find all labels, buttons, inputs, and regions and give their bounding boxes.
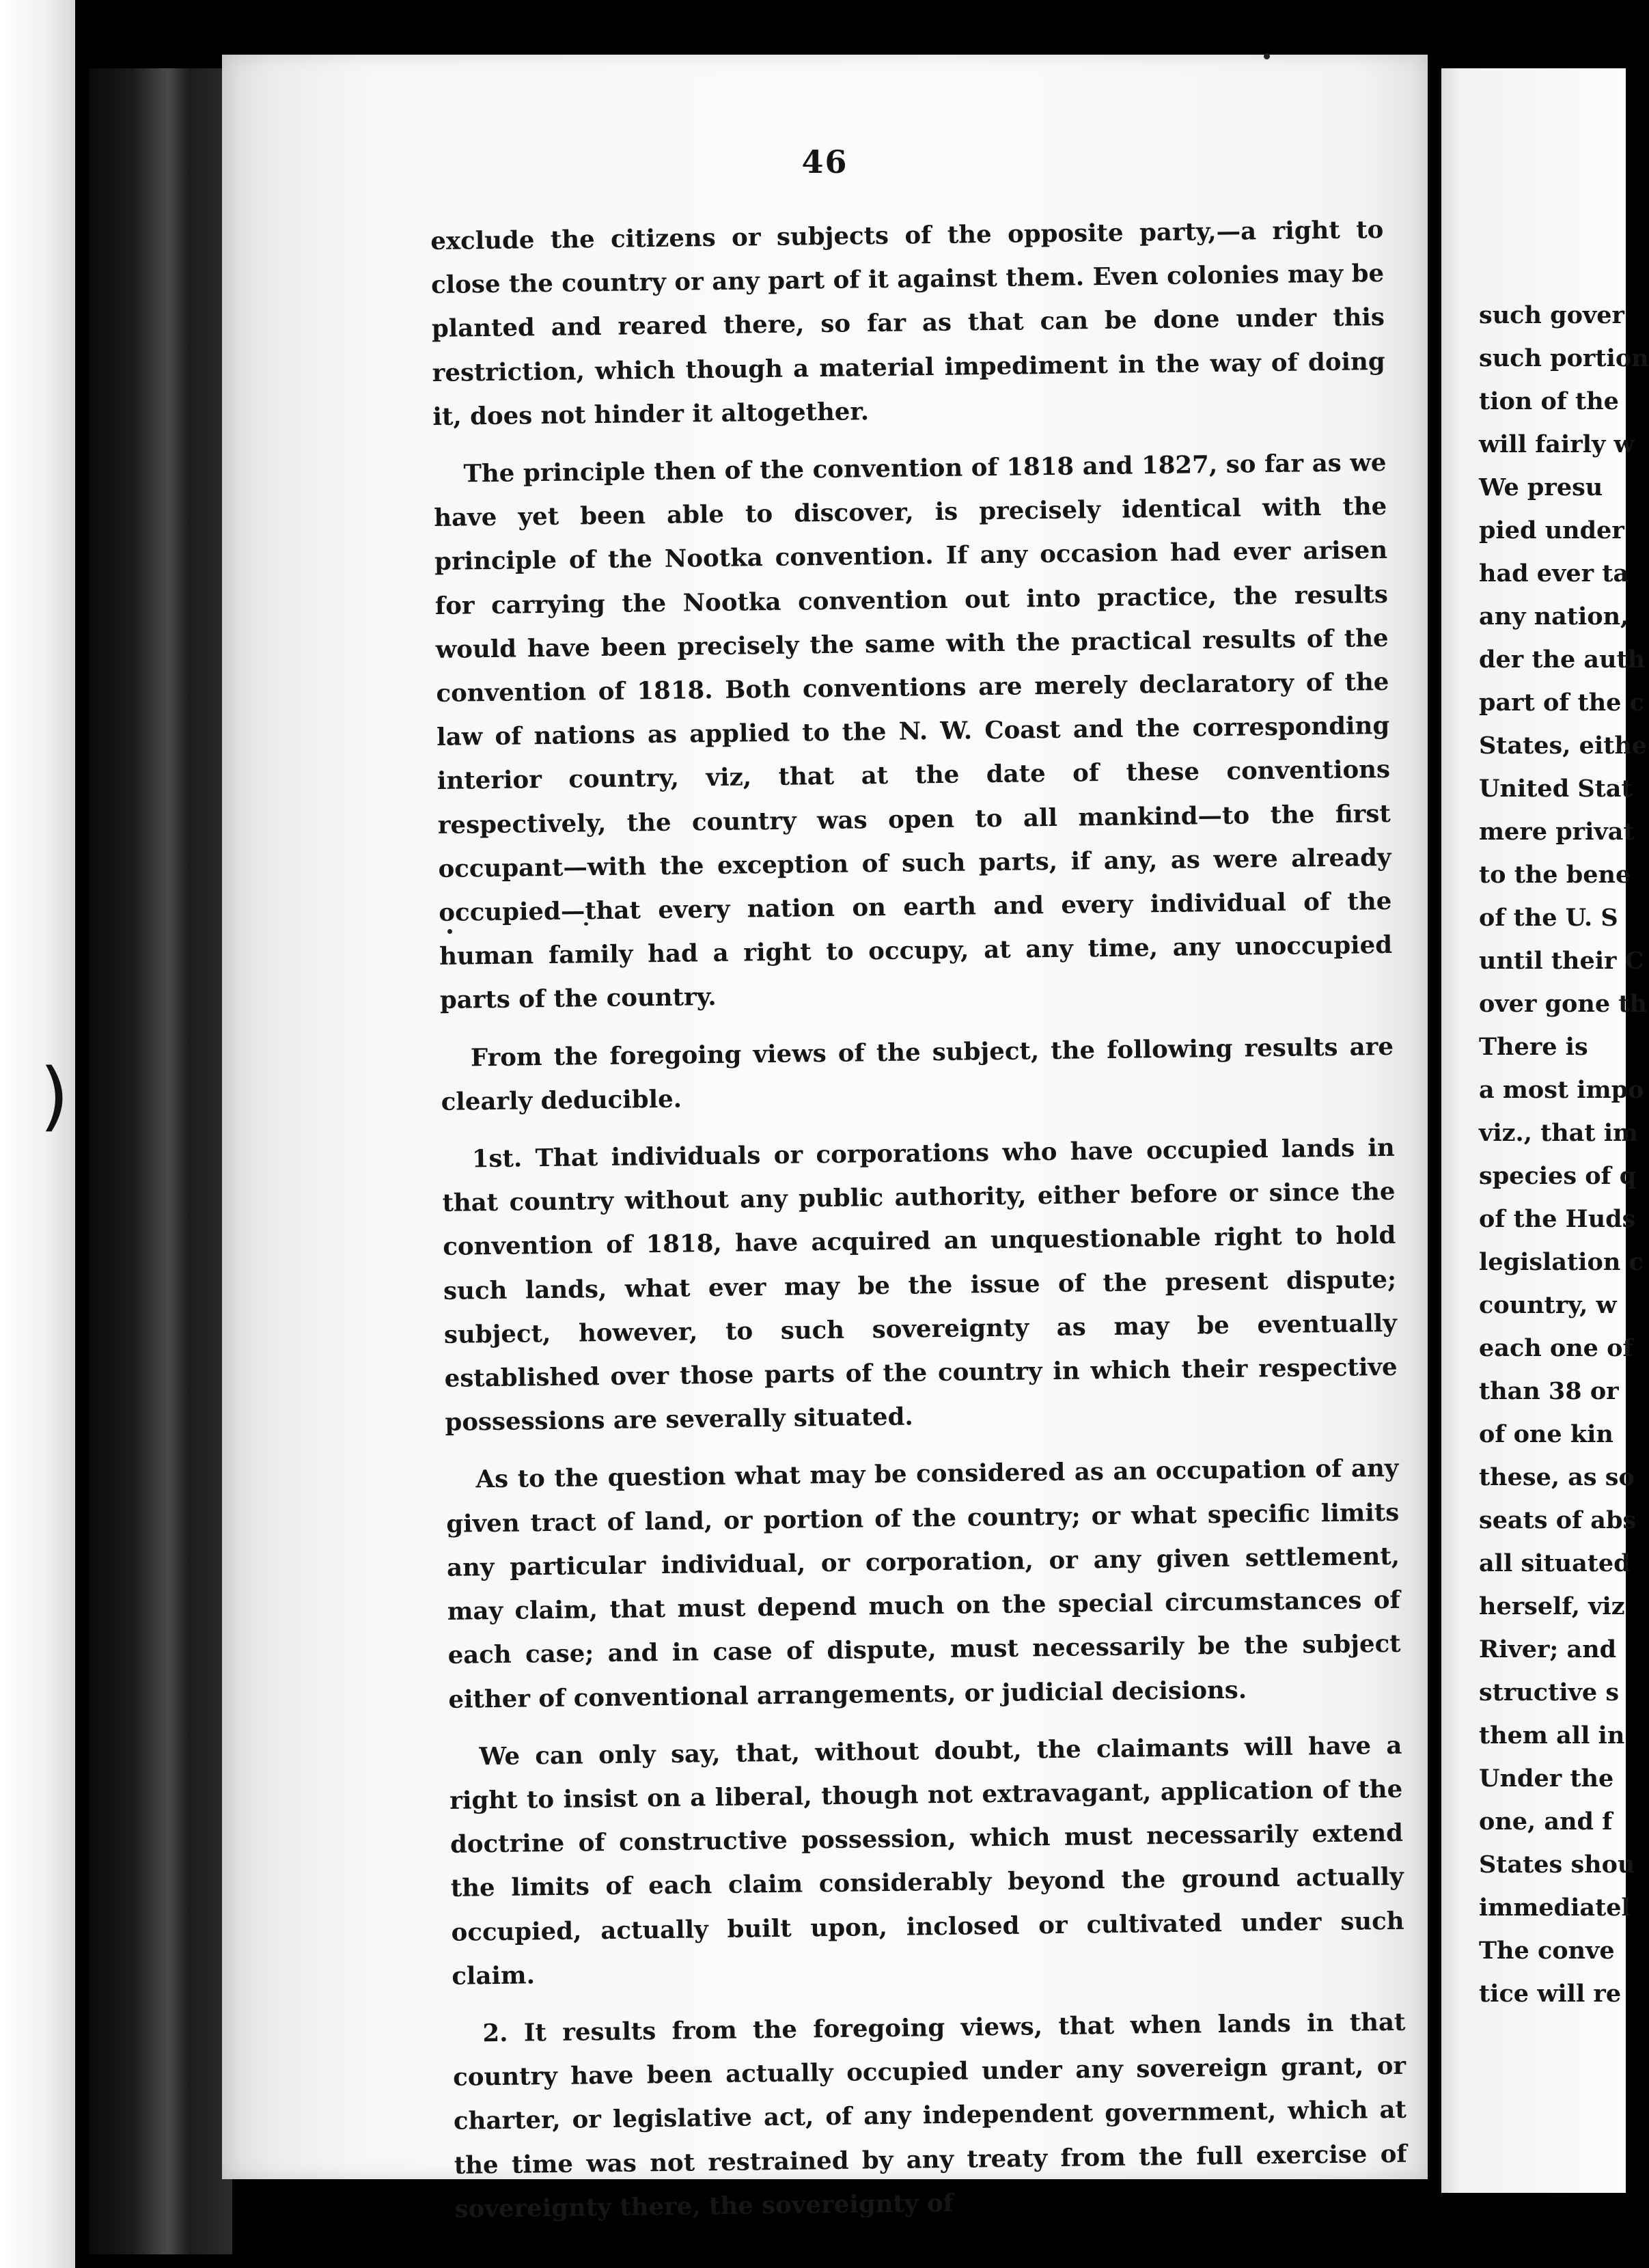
- facing-page-line: species of q: [1479, 1162, 1637, 1190]
- facing-page-line: tice will re: [1479, 1980, 1622, 2008]
- facing-page-line: mere privat: [1479, 818, 1635, 846]
- facing-page-line: country, w: [1479, 1291, 1617, 1319]
- paragraph: exclude the citizens or subjects of the opposite party,—a right to close the country or any part of it against them. Even colonies may be planted and reared there, so far as that can be done under this restriction, which though a material impediment in the way of doing it, does not hinder it altogether.: [430, 215, 1385, 431]
- facing-page-line: to the bene: [1479, 861, 1631, 889]
- facing-page-line: than 38 or: [1479, 1377, 1619, 1405]
- facing-page-line: all situated: [1479, 1549, 1631, 1577]
- facing-page-line: of one kin: [1479, 1420, 1613, 1448]
- page-number: 46: [801, 143, 848, 180]
- facing-page-line: der the auth: [1479, 646, 1646, 674]
- facing-page-line: such portion: [1479, 344, 1649, 372]
- previous-page-edge: [0, 0, 75, 2268]
- facing-page-line: viz., that im: [1479, 1119, 1639, 1147]
- facing-page-line: them all in: [1479, 1721, 1625, 1750]
- speck: [1264, 53, 1270, 59]
- paragraph: The principle then of the convention of 1818 and 1827, so far as we have yet been able to discover, is precisely identical with the principle of the Nootka convention. If any occasion had ever arisen for carrying the Nootka convention out into practice, the results would have been precisely the same with the practical results of the convention of 1818. Both conventions are merely declaratory of the law of nations as applied to the N. W. Coast and the corresponding interior country, viz, that at the date of these conventions respectively, the country was open to all mankind—to the first occupant—with the exception of such parts, if any, as were already occupied—that every nation on earth and every individual of the human family had a right to occupy, at any time, any unoccupied parts of the country.: [434, 448, 1393, 1015]
- facing-page-line: had ever ta: [1479, 559, 1629, 587]
- facing-page-line: any nation,: [1479, 603, 1629, 631]
- facing-page-line: herself, viz: [1479, 1592, 1625, 1620]
- facing-page-line: these, as so: [1479, 1463, 1635, 1491]
- paragraph: As to the question what may be considered as an occupation of any given tract of land, or portion of the country; or what specific limits any particular individual, or corporation, or any given settlement, may claim, that must depend much on the special circumstances of each case; and in case of dispute, must necessarily be the subject either of conventional arrangements, or judicial decisions.: [446, 1454, 1401, 1714]
- paragraph: 2. It results from the foregoing views, that when lands in that country have been actually occupied under any sovereign grant, or charter, or legislative act, of any independent government, which at the time was not restrained by any treaty from the full exercise of sovereignty there, the sovereignty of: [452, 2008, 1407, 2224]
- facing-page-line: of the Huds: [1479, 1205, 1636, 1233]
- page-body-text: [430, 208, 1408, 2245]
- facing-page-line: There is: [1479, 1033, 1588, 1061]
- facing-page-line: River; and: [1479, 1635, 1617, 1663]
- facing-page-line: States, eithe: [1479, 732, 1648, 760]
- facing-page-line: will fairly w: [1479, 430, 1635, 458]
- facing-page-line: seats of abs: [1479, 1506, 1637, 1534]
- facing-page-line: over gone th: [1479, 990, 1647, 1018]
- facing-page-line: of the U. S: [1479, 904, 1618, 932]
- facing-page-line: one, and f: [1479, 1808, 1613, 1836]
- facing-page-line: United Stat: [1479, 775, 1633, 803]
- facing-page-line: immediatel: [1479, 1894, 1631, 1922]
- facing-page-line: structive s: [1479, 1678, 1620, 1706]
- facing-page: [1441, 68, 1649, 2193]
- facing-page-line: Under the: [1479, 1765, 1614, 1793]
- facing-page-line: pied under: [1479, 516, 1624, 544]
- facing-page-line: legislation c: [1479, 1248, 1644, 1276]
- book-binding: [89, 68, 232, 2254]
- facing-page-line: The conve: [1479, 1937, 1615, 1965]
- paragraph: 1st. That individuals or corporations who have occupied lands in that country without any public authority, either before or since the convention of 1818, have acquired an unquestionable right to hold such lands, what ever may be the issue of the present dispute; subject, however, to such sovereignty as may be eventually established over those parts of the country in which their respective possessions are severally situated.: [442, 1133, 1398, 1437]
- paragraph: From the foregoing views of the subject, the following results are clearly deducible.: [441, 1032, 1394, 1116]
- edge-mark: ): [40, 1052, 69, 1139]
- facing-page-line: part of the c: [1479, 689, 1644, 717]
- facing-page-line: tion of the: [1479, 387, 1619, 415]
- facing-page-line: until their C: [1479, 947, 1644, 975]
- facing-page-line: each one of: [1479, 1334, 1633, 1362]
- paragraph: We can only say, that, without doubt, the claimants will have a right to insist on a liberal, though not extravagant, application of the doctrine of constructive possession, which must necessarily extend the limits of each claim considerably beyond the ground actually occupied, actually built upon, inclosed or cultivated under such claim.: [449, 1731, 1404, 1991]
- facing-page-line: a most impo: [1479, 1076, 1644, 1104]
- facing-page-line: such gover: [1479, 301, 1624, 329]
- facing-page-text: [1479, 294, 1649, 2015]
- facing-page-line: We presu: [1479, 473, 1603, 501]
- facing-page-line: States shou: [1479, 1851, 1635, 1879]
